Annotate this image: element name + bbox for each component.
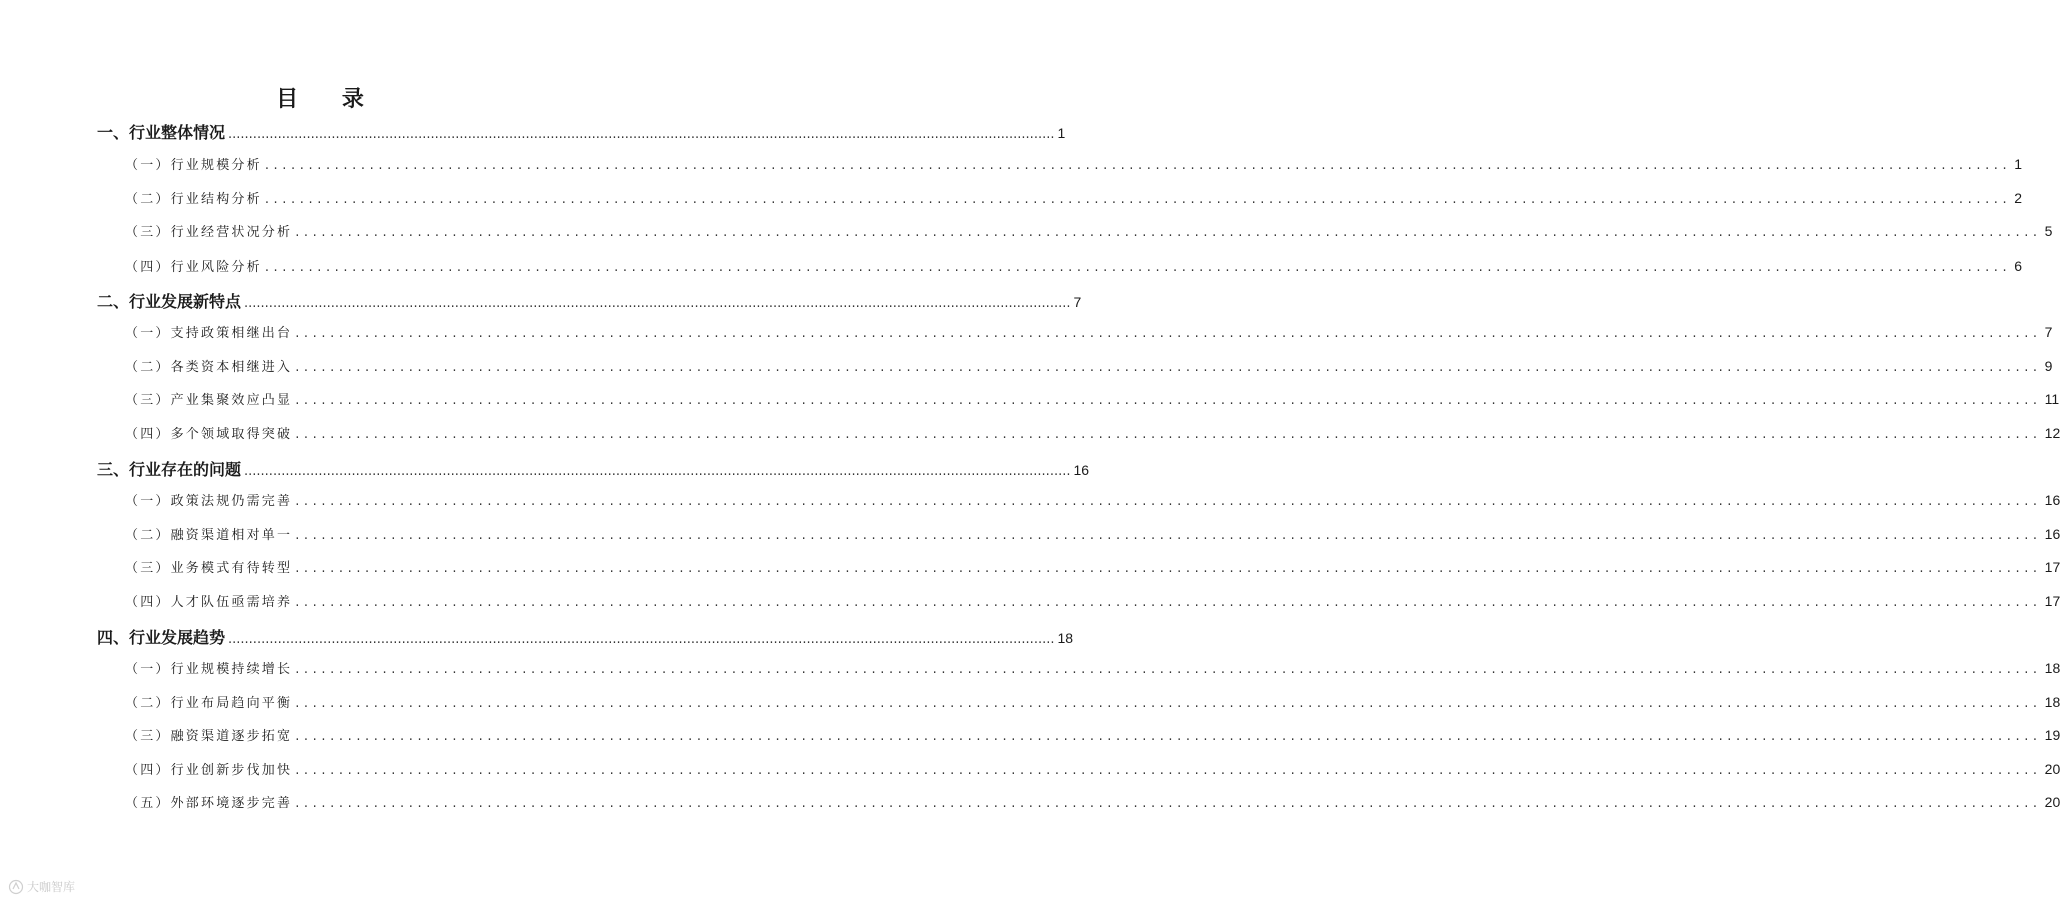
toc-entry-title: （四）人才队伍亟需培养	[125, 595, 293, 610]
toc-dot-leader: ........................................................................................................................................................................................................	[295, 696, 2042, 711]
toc-dot-leader: ........................................................................................................................................................................................................	[228, 127, 1055, 142]
toc-section-entry[interactable]	[125, 725, 2060, 744]
toc-dot-leader: ........................................................................................................................................................................................................	[295, 595, 2042, 610]
toc-dot-leader: ........................................................................................................................................................................................................	[244, 464, 1071, 479]
toc-page-number: 20	[2044, 761, 2060, 777]
toc-entry-title: 二、行业发展新特点	[97, 292, 242, 311]
toc-dot-leader: ........................................................................................................................................................................................................	[244, 296, 1071, 311]
toc-page-number: 5	[2044, 223, 2053, 239]
toc-dot-leader: ........................................................................................................................................................................................................	[295, 393, 2042, 408]
toc-section-entry[interactable]	[125, 154, 2023, 173]
toc-title: 目 录	[276, 87, 382, 112]
toc-entry-title: （一）行业规模分析	[125, 158, 262, 173]
toc-section-entry[interactable]	[125, 389, 2060, 408]
toc-dot-leader: ........................................................................................................................................................................................................	[295, 796, 2042, 811]
toc-section-entry[interactable]	[125, 356, 2053, 375]
toc-page-number: 11	[2044, 391, 2060, 407]
toc-dot-leader: ........................................................................................................................................................................................................	[295, 326, 2042, 341]
toc-dot-leader: ........................................................................................................................................................................................................	[264, 260, 2012, 275]
toc-section-entry[interactable]	[125, 759, 2060, 778]
toc-dot-leader: ........................................................................................................................................................................................................	[295, 662, 2042, 677]
toc-entry-title: （三）业务模式有待转型	[125, 561, 293, 576]
toc-page-number: 1	[1057, 125, 1066, 141]
toc-page-number: 17	[2044, 593, 2060, 609]
toc-page-number: 18	[1057, 630, 1074, 646]
toc-entry-title: （四）多个领域取得突破	[125, 427, 293, 442]
toc-section-entry[interactable]	[125, 322, 2053, 341]
toc-page-number: 1	[2014, 156, 2023, 172]
toc-dot-leader: ........................................................................................................................................................................................................	[295, 494, 2042, 509]
toc-entry-title: （一）行业规模持续增长	[125, 662, 293, 677]
toc-dot-leader: ........................................................................................................................................................................................................	[228, 632, 1055, 647]
toc-chapter-entry[interactable]	[97, 120, 1066, 143]
watermark-logo-icon	[8, 879, 24, 895]
toc-page-number: 18	[2044, 660, 2060, 676]
toc-entry-title: （二）融资渠道相对单一	[125, 528, 293, 543]
toc-dot-leader: ........................................................................................................................................................................................................	[264, 192, 2012, 207]
toc-chapter-entry[interactable]	[97, 289, 1082, 312]
toc-entry-title: （四）行业风险分析	[125, 260, 262, 275]
toc-chapter-entry[interactable]	[97, 457, 1090, 480]
toc-page-number: 6	[2014, 258, 2023, 274]
toc-entry-title: （五）外部环境逐步完善	[125, 796, 293, 811]
toc-section-entry[interactable]	[125, 792, 2060, 811]
toc-section-entry[interactable]	[125, 591, 2060, 610]
toc-entry-title: （三）产业集聚效应凸显	[125, 393, 293, 408]
toc-page-number: 7	[1073, 294, 1082, 310]
toc-entry-title: （三）融资渠道逐步拓宽	[125, 729, 293, 744]
toc-entry-title: （三）行业经营状况分析	[125, 225, 293, 240]
watermark	[8, 878, 75, 895]
toc-section-entry[interactable]	[125, 256, 2023, 275]
toc-page-number: 17	[2044, 559, 2060, 575]
toc-page-number: 16	[1073, 462, 1090, 478]
toc-dot-leader: ........................................................................................................................................................................................................	[295, 528, 2042, 543]
toc-page-number: 20	[2044, 794, 2060, 810]
toc-page-number: 9	[2044, 358, 2053, 374]
toc-entry-title: 一、行业整体情况	[97, 123, 226, 142]
toc-entry-title: （二）行业布局趋向平衡	[125, 696, 293, 711]
toc-page-number: 7	[2044, 324, 2053, 340]
toc-entry-title: 三、行业存在的问题	[97, 460, 242, 479]
toc-dot-leader: ........................................................................................................................................................................................................	[295, 225, 2042, 240]
toc-page-number: 19	[2044, 727, 2060, 743]
toc-section-entry[interactable]	[125, 490, 2060, 509]
toc-section-entry[interactable]	[125, 221, 2053, 240]
toc-entry-title: （二）行业结构分析	[125, 192, 262, 207]
toc-entry-title: 四、行业发展趋势	[97, 628, 226, 647]
watermark-text: 大咖智库	[27, 880, 76, 894]
toc-dot-leader: ........................................................................................................................................................................................................	[295, 427, 2042, 442]
toc-page-number: 18	[2044, 694, 2060, 710]
toc-entry-title: （二）各类资本相继进入	[125, 360, 293, 375]
toc-page-number: 2	[2014, 190, 2023, 206]
toc-section-entry[interactable]	[125, 692, 2060, 711]
toc-dot-leader: ........................................................................................................................................................................................................	[295, 360, 2042, 375]
toc-chapter-entry[interactable]	[97, 625, 1074, 648]
toc-section-entry[interactable]	[125, 524, 2060, 543]
toc-section-entry[interactable]	[125, 423, 2060, 442]
toc-dot-leader: ........................................................................................................................................................................................................	[295, 763, 2042, 778]
toc-page-number: 16	[2044, 492, 2060, 508]
toc-page-number: 16	[2044, 526, 2060, 542]
toc-section-entry[interactable]	[125, 188, 2023, 207]
toc-entry-title: （四）行业创新步伐加快	[125, 763, 293, 778]
toc-entry-title: （一）政策法规仍需完善	[125, 494, 293, 509]
toc-dot-leader: ........................................................................................................................................................................................................	[295, 729, 2042, 744]
toc-dot-leader: ........................................................................................................................................................................................................	[295, 561, 2042, 576]
toc-section-entry[interactable]	[125, 658, 2060, 677]
toc-entry-title: （一）支持政策相继出台	[125, 326, 293, 341]
toc-dot-leader: ........................................................................................................................................................................................................	[264, 158, 2012, 173]
toc-section-entry[interactable]	[125, 557, 2060, 576]
toc-page-number: 12	[2044, 425, 2060, 441]
